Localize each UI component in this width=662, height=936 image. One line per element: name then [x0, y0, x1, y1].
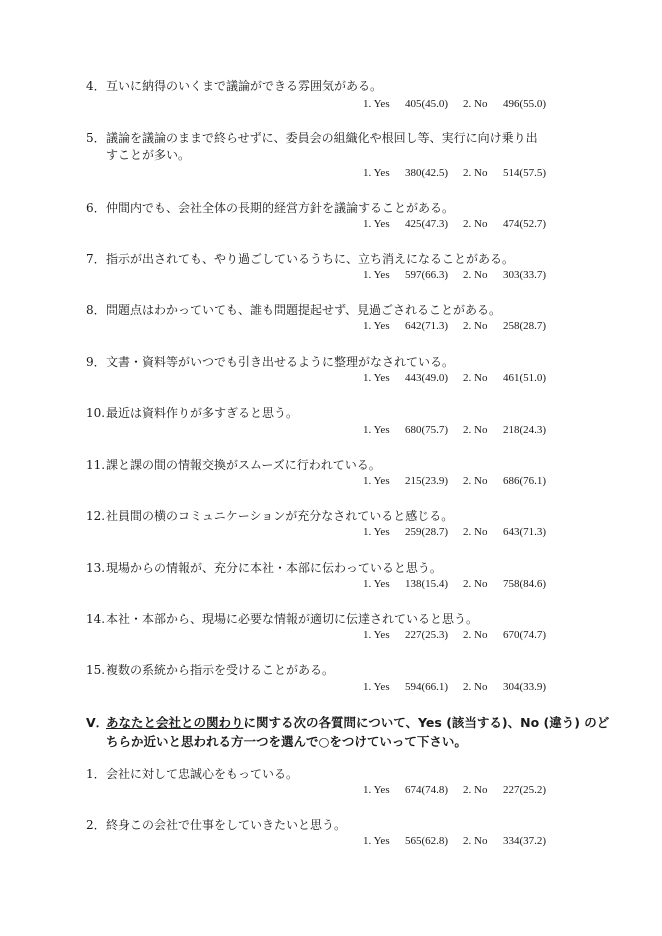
- no-count: 496(55.0): [503, 98, 547, 110]
- question-number: 10.: [86, 406, 106, 420]
- yes-label: 1. Yes: [363, 218, 390, 230]
- no-label: 2. No: [463, 98, 488, 110]
- answer-row: [363, 577, 546, 592]
- section-underlined-text: あなたと会社との関わり: [106, 715, 244, 730]
- question-text: 本社・本部から、現場に必要な情報が適切に伝達されていると思う。: [106, 612, 479, 626]
- question-14: [0, 611, 662, 659]
- yes-label: 1. Yes: [363, 424, 390, 436]
- question-text: 文書・資料等がいつでも引き出せるように整理がなされている。: [106, 355, 455, 369]
- question-text: 仲間内でも、会社全体の長期的経営方針を議論することがある。: [106, 201, 455, 215]
- no-count: 304(33.9): [503, 681, 547, 693]
- question-text: 最近は資料作りが多すぎると思う。: [106, 406, 299, 420]
- question-8: [0, 302, 662, 350]
- no-label: 2. No: [463, 578, 488, 590]
- no-label: 2. No: [463, 372, 488, 384]
- question-number: 7．: [86, 252, 106, 266]
- question-number: 1．: [86, 767, 106, 781]
- section-v-question-1: [0, 766, 662, 814]
- question-number: 13.: [86, 561, 106, 575]
- answer-row: [363, 217, 546, 232]
- yes-count: 443(49.0): [405, 372, 449, 384]
- yes-label: 1. Yes: [363, 98, 390, 110]
- yes-count: 674(74.8): [405, 784, 449, 796]
- yes-label: 1. Yes: [363, 372, 390, 384]
- yes-count: 380(42.5): [405, 167, 449, 179]
- yes-label: 1. Yes: [363, 320, 390, 332]
- yes-count: 565(62.8): [405, 835, 449, 847]
- no-count: 670(74.7): [503, 629, 547, 641]
- yes-count: 680(75.7): [405, 424, 449, 436]
- yes-label: 1. Yes: [363, 475, 390, 487]
- no-count: 334(37.2): [503, 835, 547, 847]
- no-label: 2. No: [463, 424, 488, 436]
- question-number: 14.: [86, 612, 106, 626]
- question-10: [0, 405, 662, 453]
- yes-label: 1. Yes: [363, 269, 390, 281]
- yes-label: 1. Yes: [363, 784, 390, 796]
- yes-label: 1. Yes: [363, 681, 390, 693]
- question-number: 2．: [86, 818, 106, 832]
- no-label: 2. No: [463, 218, 488, 230]
- question-5: [0, 130, 662, 178]
- yes-label: 1. Yes: [363, 578, 390, 590]
- no-count: 686(76.1): [503, 475, 547, 487]
- no-count: 514(57.5): [503, 167, 547, 179]
- answer-row: [363, 680, 546, 695]
- yes-count: 425(47.3): [405, 218, 449, 230]
- yes-label: 1. Yes: [363, 629, 390, 641]
- question-number: 9．: [86, 355, 106, 369]
- question-text: 現場からの情報が、充分に本社・本部に伝わっていると思う。: [106, 561, 442, 575]
- no-count: 758(84.6): [503, 578, 547, 590]
- question-number: 8．: [86, 303, 106, 317]
- question-number: 4．: [86, 79, 106, 93]
- no-count: 643(71.3): [503, 526, 547, 538]
- question-9: [0, 354, 662, 402]
- question-15: [0, 662, 662, 710]
- question-text: 会社に対して忠誠心をもっている。: [106, 767, 299, 781]
- answer-row: [363, 525, 546, 540]
- question-text: 互いに納得のいくまで議論ができる雰囲気がある。: [106, 79, 383, 93]
- question-text: 複数の系統から指示を受けることがある。: [106, 663, 335, 677]
- answer-row: [363, 97, 546, 112]
- yes-count: 259(28.7): [405, 526, 449, 538]
- question-4: [0, 78, 662, 126]
- question-text: 議論を議論のままで終らせずに、委員会の組織化や根回し等、実行に向け乗り出: [106, 131, 538, 145]
- yes-count: 227(25.3): [405, 629, 449, 641]
- no-count: 461(51.0): [503, 372, 547, 384]
- yes-count: 594(66.1): [405, 681, 449, 693]
- answer-row: [363, 834, 546, 849]
- question-number: 12.: [86, 509, 106, 523]
- yes-count: 138(15.4): [405, 578, 449, 590]
- question-7: [0, 251, 662, 299]
- answer-row: [363, 783, 546, 798]
- no-label: 2. No: [463, 526, 488, 538]
- no-count: 258(28.7): [503, 320, 547, 332]
- answer-row: [363, 319, 546, 334]
- yes-label: 1. Yes: [363, 835, 390, 847]
- no-count: 218(24.3): [503, 424, 547, 436]
- answer-row: [363, 423, 546, 438]
- question-number: 15.: [86, 663, 106, 677]
- no-label: 2. No: [463, 475, 488, 487]
- question-text-continued: すことが多い。: [106, 148, 191, 162]
- section-v-heading: [86, 713, 646, 751]
- question-6: [0, 200, 662, 248]
- no-count: 474(52.7): [503, 218, 547, 230]
- no-label: 2. No: [463, 629, 488, 641]
- section-line2: ちらか近いと思われる方一つを選んで○をつけていって下さい。: [106, 734, 467, 749]
- yes-count: 405(45.0): [405, 98, 449, 110]
- question-12: [0, 508, 662, 556]
- no-label: 2. No: [463, 167, 488, 179]
- question-text: 終身この会社で仕事をしていきたいと思う。: [106, 818, 347, 832]
- question-number: 5．: [86, 131, 106, 145]
- no-label: 2. No: [463, 681, 488, 693]
- question-number: 11.: [86, 458, 106, 472]
- yes-label: 1. Yes: [363, 526, 390, 538]
- no-count: 303(33.7): [503, 269, 547, 281]
- yes-count: 215(23.9): [405, 475, 449, 487]
- no-count: 227(25.2): [503, 784, 547, 796]
- answer-row: [363, 371, 546, 386]
- yes-count: 642(71.3): [405, 320, 449, 332]
- answer-row: [363, 166, 546, 181]
- question-text: 指示が出されても、やり過ごしているうちに、立ち消えになることがある。: [106, 252, 515, 266]
- answer-row: [363, 474, 546, 489]
- no-label: 2. No: [463, 320, 488, 332]
- question-text: 課と課の間の情報交換がスムーズに行われている。: [106, 458, 381, 472]
- no-label: 2. No: [463, 835, 488, 847]
- question-text: 社員間の横のコミュニケーションが充分なされていると感じる。: [106, 509, 454, 523]
- yes-label: 1. Yes: [363, 167, 390, 179]
- question-13: [0, 560, 662, 608]
- section-line1: に関する次の各質問について、Yes (該当する)、No (違う) のど: [243, 715, 610, 730]
- section-number: V．: [86, 715, 109, 730]
- question-11: [0, 457, 662, 505]
- no-label: 2. No: [463, 784, 488, 796]
- question-text: 問題点はわかっていても、誰も問題提起せず、見過ごされることがある。: [106, 303, 502, 317]
- yes-count: 597(66.3): [405, 269, 449, 281]
- question-number: 6．: [86, 201, 106, 215]
- section-v-question-2: [0, 817, 662, 865]
- no-label: 2. No: [463, 269, 488, 281]
- answer-row: [363, 628, 546, 643]
- answer-row: [363, 268, 546, 283]
